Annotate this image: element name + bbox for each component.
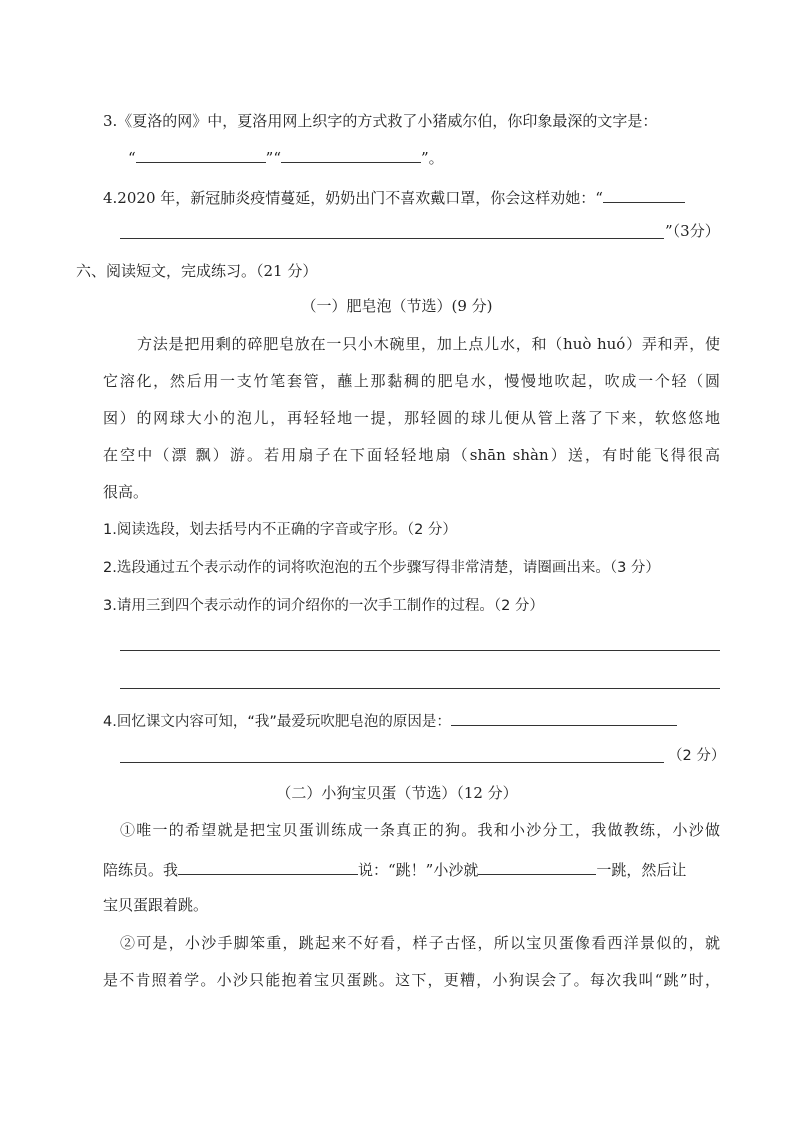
answer-blank-p2-2[interactable]: [478, 858, 596, 875]
passage-2-line-2: [103, 858, 686, 880]
passage-1-line-2: 它溶化，然后用一支竹笔套管，蘸上那黏稠的肥皂水，慢慢地吹起，吹成一个轻（圆: [103, 372, 720, 390]
passage-1-line-4: 在空中（漂 飘）游。若用扇子在下面轻轻地扇（shān shàn）送，有时能飞得很高: [103, 446, 720, 464]
question-4-score: ”（3分）: [665, 222, 720, 240]
answer-line-q4[interactable]: [120, 238, 664, 239]
passage-1-line-3: 囡）的网球大小的泡儿，再轻轻地一提，那轻圆的球儿便从管上落了下来，软悠悠地: [103, 409, 720, 427]
answer-blank-3[interactable]: [603, 186, 685, 203]
passage-2-title: （二）小狗宝贝蛋（节选）（12 分）: [276, 784, 518, 802]
answer-blank-p2-1[interactable]: [178, 858, 358, 875]
passage-1-line-5: 很高。: [103, 483, 149, 501]
answer-line-q1-4[interactable]: [120, 762, 664, 763]
question-4-text: [103, 186, 685, 208]
passage-2-line-3: 宝贝蛋跟着跳。: [103, 896, 209, 914]
passage-1-question-4-prompt: 4.回忆课文内容可知，“我”最爱玩吹肥皂泡的原因是：: [103, 714, 451, 730]
answer-blank-2[interactable]: [281, 146, 421, 163]
passage-2-line-4: ②可是，小沙手脚笨重，跳起来不好看，样子古怪，所以宝贝蛋像看西洋景似的，就: [120, 934, 720, 952]
passage-2-line-2-part-b: 说：“跳！”小沙就: [358, 861, 479, 879]
passage-1-question-4-score: （2 分）: [668, 748, 726, 764]
answer-blank-q1-4[interactable]: [451, 709, 677, 726]
passage-2-line-1: ①唯一的希望就是把宝贝蛋训练成一条真正的狗。我和小沙分工，我做教练，小沙做: [120, 821, 720, 839]
open-quote: “: [128, 149, 136, 167]
close-quote: ”。: [421, 149, 444, 167]
answer-line-q1-3b[interactable]: [120, 688, 720, 689]
question-3-text: 3.《夏洛的网》中，夏洛用网上织字的方式救了小猪威尔伯，你印象最深的文字是：: [103, 112, 658, 130]
answer-line-q1-3a[interactable]: [120, 650, 720, 651]
passage-1-question-4: [103, 709, 677, 732]
question-4-prompt: 4.2020 年，新冠肺炎疫情蔓延，奶奶出门不喜欢戴口罩，你会这样劝她：“: [103, 189, 603, 207]
section-6-heading: 六、阅读短文，完成练习。（21 分）: [76, 262, 318, 280]
question-3-answer-line: [128, 146, 444, 168]
passage-2-line-5: 是不肯照着学。小沙只能抱着宝贝蛋跳。这下，更糟，小狗误会了。每次我叫“跳”时，: [103, 971, 720, 989]
answer-blank-1[interactable]: [136, 146, 266, 163]
middle-quotes: ”“: [265, 149, 282, 167]
passage-1-question-3: 3.请用三到四个表示动作的词介绍你的一次手工制作的过程。（2 分）: [103, 598, 544, 614]
passage-1-line-1: 方法是把用剩的碎肥皂放在一只小木碗里，加上点儿水，和（huò huó）弄和弄，使: [137, 335, 720, 353]
passage-1-question-1: 1.阅读选段，划去括号内不正确的字音或字形。（2 分）: [103, 522, 457, 538]
passage-2-line-2-part-c: 一跳，然后让: [596, 861, 687, 879]
passage-1-question-2: 2.选段通过五个表示动作的词将吹泡泡的五个步骤写得非常清楚，请圈画出来。（3 分）: [103, 560, 660, 576]
passage-2-line-2-part-a: 陪练员。我: [103, 861, 179, 879]
passage-1-title: （一）肥皂泡（节选）(9 分): [301, 297, 493, 315]
